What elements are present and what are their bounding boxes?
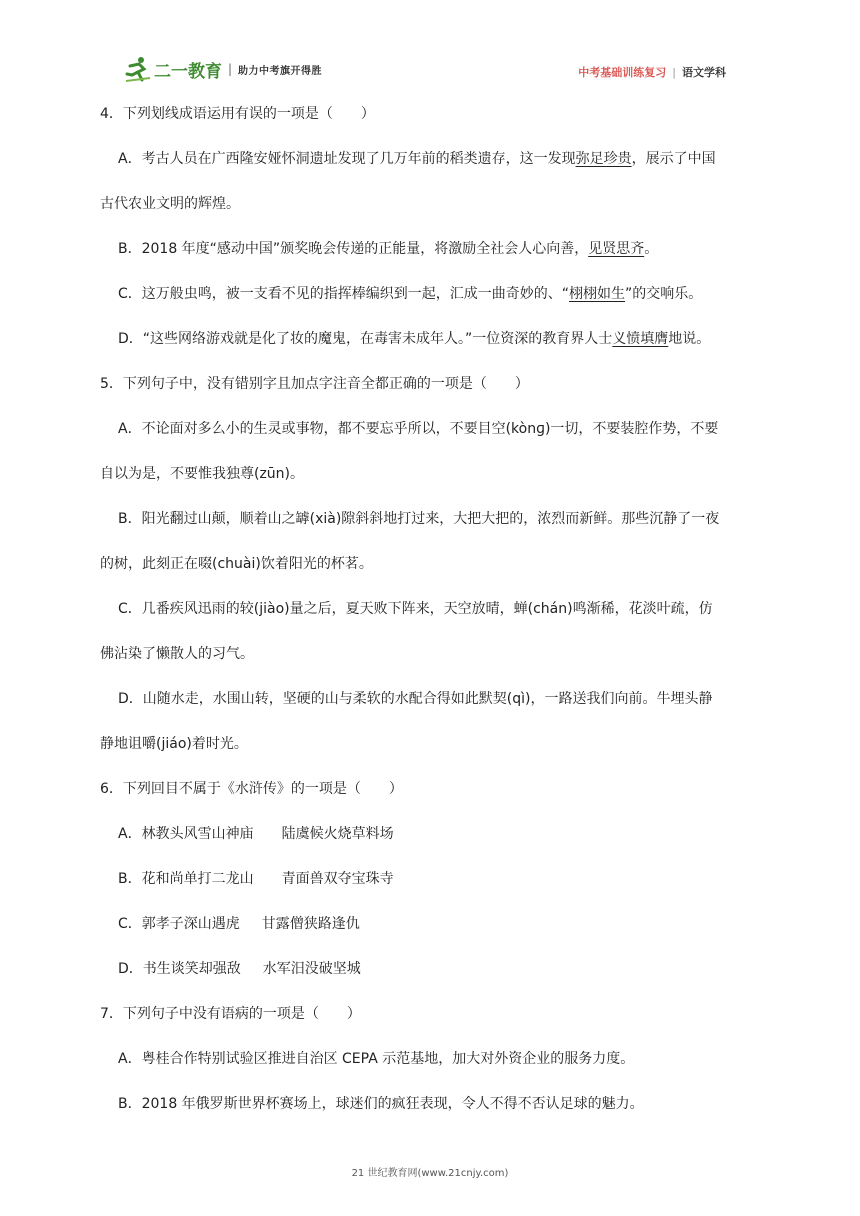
question-5-option-b-cont: 的树，此刻正在啜(chuài)饮着阳光的杯茗。 [100, 556, 373, 572]
header-right [578, 64, 726, 80]
underlined-idiom: 栩栩如生 [569, 286, 626, 302]
header-separator: | [672, 66, 676, 79]
exam-content [100, 96, 765, 1131]
text: ，展示了中国 [631, 151, 716, 167]
text: 。 [644, 241, 659, 257]
underlined-idiom: 义愤填膺 [612, 331, 669, 347]
text: A．林教头风雪山神庙 [118, 826, 254, 842]
question-4-option-c [100, 276, 765, 321]
text: 地说。 [668, 331, 711, 347]
question-4-option-b [100, 231, 765, 276]
text: C．郭孝子深山遇虎 [118, 916, 240, 932]
question-6-option-c [100, 906, 765, 951]
logo [124, 56, 322, 82]
question-5-option-c: C．几番疾风迅雨的较(jiào)量之后，夏天败下阵来，天空放晴，蝉(chán)鸣渐稀，花淡叶疏，仿 [118, 601, 713, 617]
question-4-stem: 4．下列划线成语运用有误的一项是（ ） [100, 106, 375, 122]
text: C．这万般虫鸣，被一支看不见的指挥棒编织到一起，汇成一曲奇妙的、“ [118, 286, 570, 302]
question-7-option-a: A．粤桂合作特别试验区推进自治区 CEPA 示范基地，加大对外资企业的服务力度。 [118, 1051, 635, 1067]
question-5-option-a-cont: 自以为是，不要惟我独尊(zūn)。 [100, 466, 305, 482]
header-course-title: 中考基础训练复习 [578, 66, 667, 79]
question-4-option-a-cont: 古代农业文明的辉煌。 [100, 196, 240, 212]
text: 陆虞候火烧草料场 [281, 826, 394, 842]
question-6-option-a [100, 816, 765, 861]
page-header [0, 0, 860, 90]
logo-text: 二一教育 [154, 61, 222, 82]
question-6-stem: 6．下列回目不属于《水浒传》的一项是（ ） [100, 781, 403, 797]
page-footer: 21 世纪教育网(www.21cnjy.com) [351, 1168, 509, 1179]
question-5-option-d: D．山随水走，水围山转，坚硬的山与柔软的水配合得如此默契(qì)，一路送我们向前。牛埋头静 [118, 691, 713, 707]
question-6-option-b [100, 861, 765, 906]
underlined-idiom: 见贤思齐 [588, 241, 645, 257]
question-7-option-b: B．2018 年俄罗斯世界杯赛场上，球迷们的疯狂表现，令人不得不否认足球的魅力。 [118, 1096, 644, 1112]
text: B．花和尚单打二龙山 [118, 871, 254, 887]
logo-separator: | [228, 62, 233, 76]
underlined-idiom: 弥足珍贵 [575, 151, 632, 167]
text: B．2018 年度“感动中国”颁奖晚会传递的正能量，将激励全社会人心向善， [118, 241, 589, 257]
question-5-option-d-cont: 静地诅嚼(jiáo)着时光。 [100, 736, 248, 752]
question-5-option-b: B．阳光翻过山颠，顺着山之罅(xià)隙斜斜地打过来，大把大把的，浓烈而新鲜。那些沉静了一夜 [118, 511, 720, 527]
question-5-option-a: A．不论面对多么小的生灵或事物，都不要忘乎所以，不要目空(kònɡ)一切，不要装腔作势，不要 [118, 421, 719, 437]
logo-slogan: 助力中考旗开得胜 [238, 65, 323, 77]
text: D．书生谈笑却强敌 [118, 961, 241, 977]
question-5-stem: 5．下列句子中，没有错别字且加点字注音全都正确的一项是（ ） [100, 376, 529, 392]
question-4-option-a [100, 141, 765, 186]
question-5-option-c-cont: 佛沾染了懒散人的习气。 [100, 646, 254, 662]
text: 甘露僧狭路逢仇 [261, 916, 360, 932]
question-4-option-d [100, 321, 765, 366]
text: 水军汨没破坚城 [262, 961, 361, 977]
header-subject: 语文学科 [682, 66, 726, 79]
question-7-stem: 7．下列句子中没有语病的一项是（ ） [100, 1006, 361, 1022]
question-6-option-d [100, 951, 765, 996]
runner-logo-icon [124, 56, 152, 82]
text: D．“这些网络游戏就是化了妆的魔鬼，在毒害未成年人。”一位资深的教育界人士 [118, 331, 613, 347]
text: 青面兽双夺宝珠寺 [281, 871, 394, 887]
text: ”的交响乐。 [625, 286, 703, 302]
text: A．考古人员在广西隆安娅怀洞遗址发现了几万年前的稻类遗存，这一发现 [118, 151, 576, 167]
